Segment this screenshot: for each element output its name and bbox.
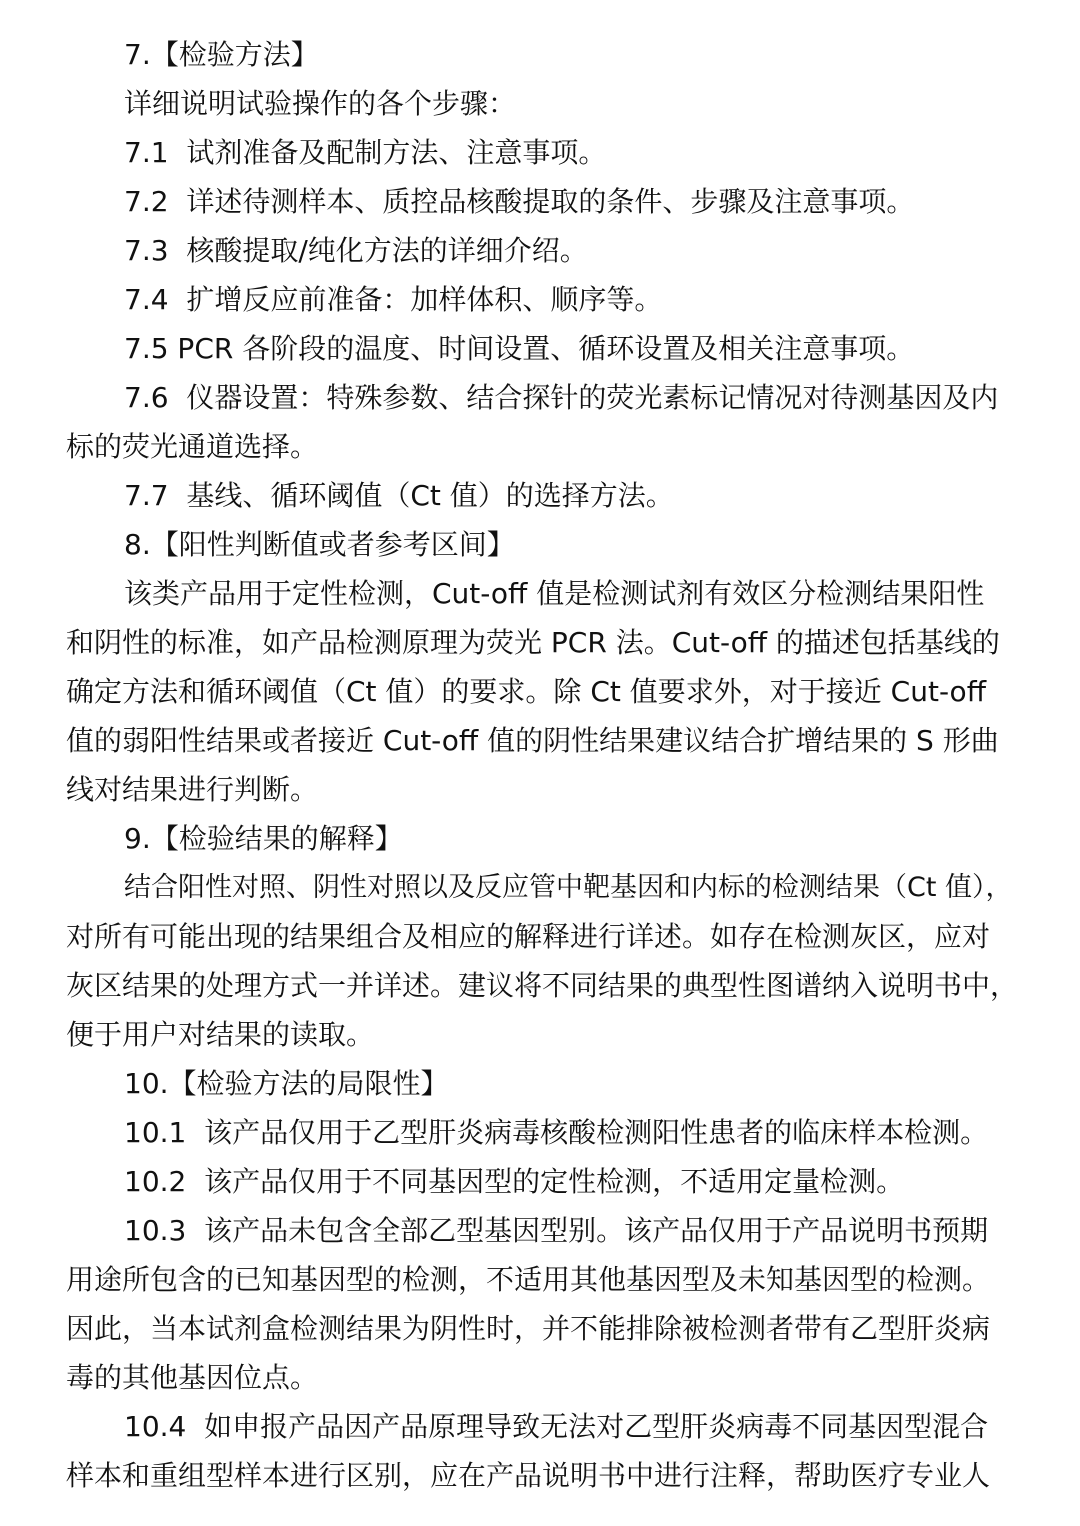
list-item: 7.1 试剂准备及配制方法、注意事项。 <box>124 136 607 169</box>
paragraph-line: 详细说明试验操作的各个步骤： <box>124 87 517 120</box>
paragraph-line: 值的弱阳性结果或者接近 Cut-off 值的阴性结果建议结合扩增结果的 S 形曲 <box>66 724 999 757</box>
list-item: 7.4 扩增反应前准备：加样体积、顺序等。 <box>124 283 663 316</box>
paragraph-line: 线对结果进行判断。 <box>66 773 319 806</box>
paragraph-line: 结合阳性对照、阴性对照以及反应管中靶基因和内标的检测结果（Ct 值）， <box>124 872 1013 903</box>
list-item: 7.5 PCR 各阶段的温度、时间设置、循环设置及相关注意事项。 <box>124 332 915 365</box>
section-heading: 10.【检验方法的局限性】 <box>124 1067 449 1100</box>
paragraph-line: 该类产品用于定性检测，Cut-off 值是检测试剂有效区分检测结果阳性 <box>124 577 985 610</box>
paragraph-line: 灰区结果的处理方式一并详述。建议将不同结果的典型性图谱纳入说明书中， <box>66 969 1019 1002</box>
list-item: 7.3 核酸提取/纯化方法的详细介绍。 <box>124 234 588 267</box>
section-heading: 9.【检验结果的解释】 <box>124 822 403 855</box>
paragraph-line: 对所有可能出现的结果组合及相应的解释进行详述。如存在检测灰区，应对 <box>66 920 991 953</box>
section-heading: 7.【检验方法】 <box>124 38 319 71</box>
list-item-continuation: 样本和重组型样本进行区别，应在产品说明书中进行注释，帮助医疗专业人 <box>66 1459 991 1492</box>
list-item: 7.2 详述待测样本、质控品核酸提取的条件、步骤及注意事项。 <box>124 185 915 218</box>
list-item: 10.3 该产品未包含全部乙型基因型别。该产品仅用于产品说明书预期 <box>124 1214 989 1247</box>
list-item-continuation: 毒的其他基因位点。 <box>66 1361 319 1394</box>
list-item: 10.4 如申报产品因产品原理导致无法对乙型肝炎病毒不同基因型混合 <box>124 1410 989 1443</box>
list-item: 10.1 该产品仅用于乙型肝炎病毒核酸检测阳性患者的临床样本检测。 <box>124 1116 989 1149</box>
list-item-continuation: 标的荧光通道选择。 <box>66 430 319 463</box>
paragraph-line: 和阴性的标准，如产品检测原理为荧光 PCR 法。Cut-off 的描述包括基线的 <box>66 626 1000 659</box>
list-item-continuation: 用途所包含的已知基因型的检测，不适用其他基因型及未知基因型的检测。 <box>66 1263 991 1296</box>
list-item: 7.6 仪器设置：特殊参数、结合探针的荧光素标记情况对待测基因及内 <box>124 381 999 414</box>
list-item: 10.2 该产品仅用于不同基因型的定性检测，不适用定量检测。 <box>124 1165 905 1198</box>
document-page <box>66 30 1026 1500</box>
section-heading: 8.【阳性判断值或者参考区间】 <box>124 528 515 561</box>
list-item-continuation: 因此，当本试剂盒检测结果为阴性时，并不能排除被检测者带有乙型肝炎病 <box>66 1312 991 1345</box>
paragraph-line: 便于用户对结果的读取。 <box>66 1018 375 1051</box>
list-item: 7.7 基线、循环阈值（Ct 值）的选择方法。 <box>124 479 674 512</box>
paragraph-line: 确定方法和循环阈值（Ct 值）的要求。除 Ct 值要求外，对于接近 Cut-off <box>66 675 986 708</box>
